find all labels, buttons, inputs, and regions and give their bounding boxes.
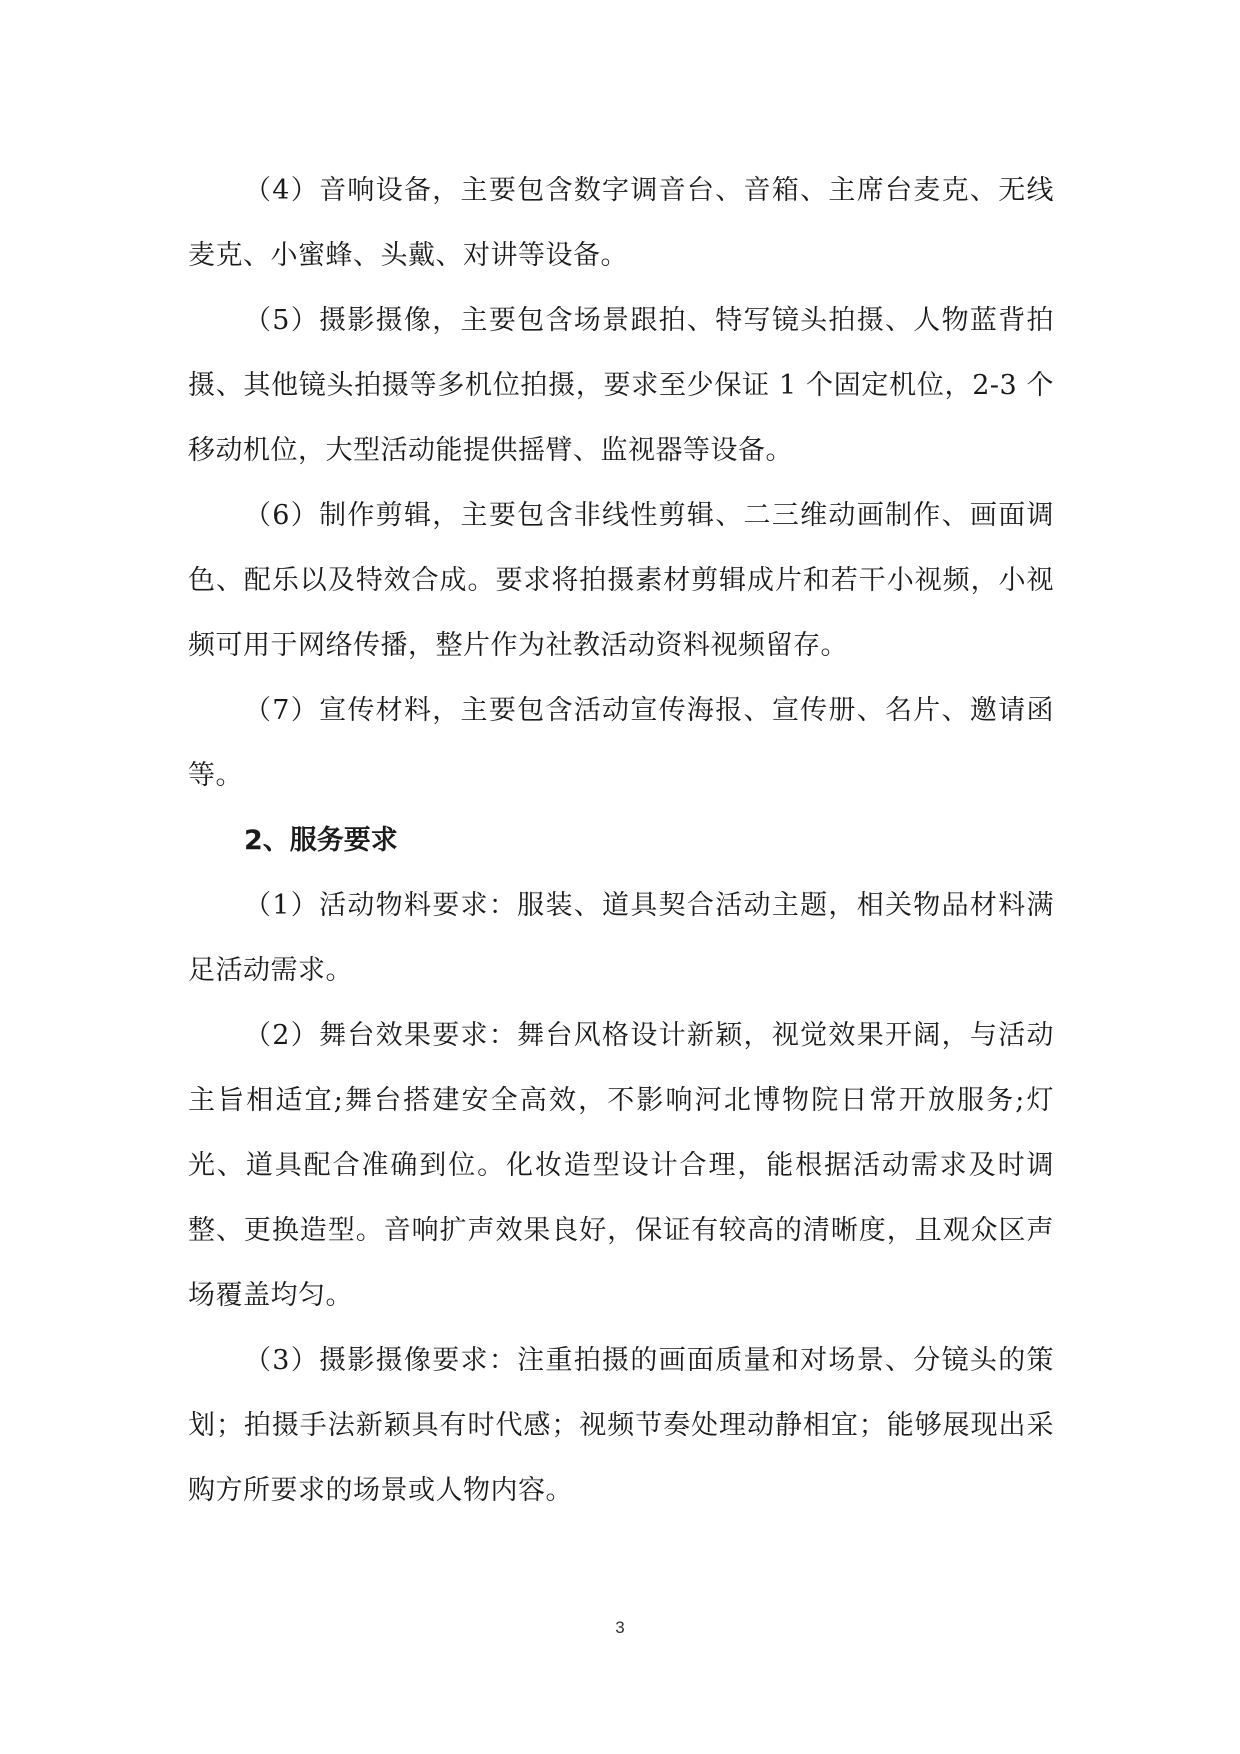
paragraph-stage-requirement: （2）舞台效果要求：舞台风格设计新颖，视觉效果开阔，与活动主旨相适宜;舞台搭建安全高效，不影响河北博物院日常开放服务;灯光、道具配合准确到位。化妆造型设计合理，能根据活动需求及时调整、更换造型。音响扩声效果良好，保证有较高的清晰度，且观众区声场覆盖均匀。 — [188, 1020, 1054, 1311]
paragraph-photography: （5）摄影摄像，主要包含场景跟拍、特写镜头拍摄、人物蓝背拍摄、其他镜头拍摄等多机位拍摄，要求至少保证 1 个固定机位，2-3 个移动机位，大型活动能提供摇臂、监视器等设备。 — [188, 305, 1054, 466]
document-body — [188, 158, 1054, 1523]
paragraph-materials-requirement: （1）活动物料要求：服装、道具契合活动主题，相关物品材料满足活动需求。 — [188, 890, 1054, 986]
page-number: 3 — [615, 1618, 625, 1637]
paragraph-promo-materials: （7）宣传材料，主要包含活动宣传海报、宣传册、名片、邀请函等。 — [188, 695, 1054, 791]
paragraph-photography-requirement: （3）摄影摄像要求：注重拍摄的画面质量和对场景、分镜头的策划；拍摄手法新颖具有时代感；视频节奏处理动静相宜；能够展现出采购方所要求的场景或人物内容。 — [188, 1345, 1054, 1506]
section-heading-service-requirements: 2、服务要求 — [244, 825, 398, 856]
paragraph-audio-equipment: （4）音响设备，主要包含数字调音台、音箱、主席台麦克、无线麦克、小蜜蜂、头戴、对讲等设备。 — [188, 175, 1054, 271]
paragraph-editing: （6）制作剪辑，主要包含非线性剪辑、二三维动画制作、画面调色、配乐以及特效合成。要求将拍摄素材剪辑成片和若干小视频，小视频可用于网络传播，整片作为社教活动资料视频留存。 — [188, 500, 1054, 661]
